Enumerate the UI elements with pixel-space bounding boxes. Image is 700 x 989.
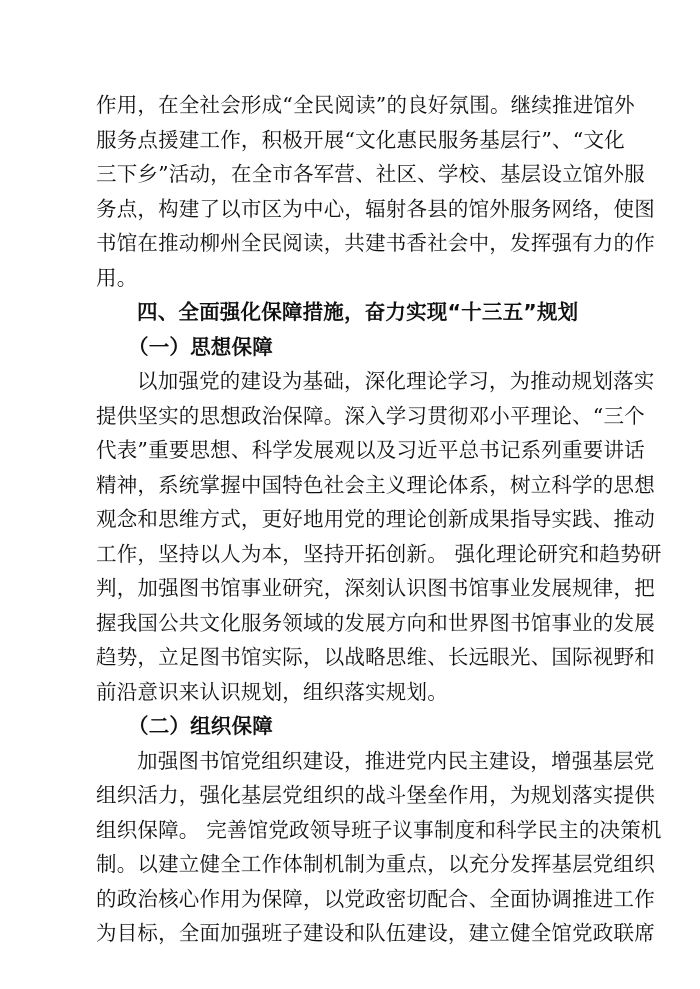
text-line: 握我国公共文化服务领域的发展方向和世界图书馆事业的发展 <box>96 610 655 635</box>
paragraph-outreach <box>96 88 655 295</box>
text-line: 制。以建立健全工作体制机制为重点，以充分发挥基层党组织 <box>96 852 655 876</box>
text-line: 三下乡”活动，在全市各军营、社区、学校、基层设立馆外服 <box>96 162 645 186</box>
text-line: 以加强党的建设为基础，深化理论学习，为推动规划落实 <box>137 369 655 393</box>
text-line: 前沿意识来认识规划，组织落实规划。 <box>96 679 448 704</box>
text-line: 加强图书馆党组织建设，推进党内民主建设，增强基层党 <box>137 748 655 773</box>
text-line: 的政治核心作用为保障，以党政密切配合、全面协调推进工作 <box>96 886 655 911</box>
text-line: 趋势，立足图书馆实际，以战略思维、长远眼光、国际视野和 <box>96 645 655 669</box>
subsection-heading-organization: （二）组织保障 <box>128 714 273 738</box>
text-line: 书馆在推动柳州全民阅读，共建书香社会中，发挥强有力的作 <box>96 231 655 255</box>
text-line: 用。 <box>96 265 138 290</box>
text-line: 观念和思维方式，更好地用党的理论创新成果指导实践、推动 <box>96 507 655 531</box>
subsection-heading-ideology: （一）思想保障 <box>128 334 273 359</box>
text-line: 判，加强图书馆事业研究，深刻认识图书馆事业发展规律，把 <box>96 576 655 600</box>
section-heading: 四、全面强化保障措施，奋力实现“十三五”规划 <box>137 300 579 324</box>
text-line: 务点，构建了以市区为中心，辐射各县的馆外服务网络，使图 <box>96 196 655 221</box>
paragraph-ideology <box>96 364 662 709</box>
text-line: 精神，系统掌握中国特色社会主义理论体系，树立科学的思想 <box>96 472 655 497</box>
text-line: 作用，在全社会形成“全民阅读”的良好氛围。继续推进馆外 <box>96 93 635 117</box>
text-line: 代表”重要思想、科学发展观以及习近平总书记系列重要讲话 <box>96 438 645 462</box>
text-line: 服务点援建工作，积极开展“文化惠民服务基层行”、“文化 <box>96 127 625 152</box>
text-line: 工作，坚持以人为本，坚持开拓创新。 强化理论研究和趋势研 <box>96 541 662 566</box>
text-line: 提供坚实的思想政治保障。深入学习贯彻邓小平理论、“三个 <box>96 403 645 428</box>
text-line: 为目标，全面加强班子建设和队伍建设，建立健全馆党政联席 <box>96 921 655 945</box>
document-page <box>96 88 662 951</box>
paragraph-organization <box>96 744 662 951</box>
text-line: 组织活力，强化基层党组织的战斗堡垒作用，为规划落实提供 <box>96 783 655 807</box>
text-line: 组织保障。 完善馆党政领导班子议事制度和科学民主的决策机 <box>96 817 662 842</box>
